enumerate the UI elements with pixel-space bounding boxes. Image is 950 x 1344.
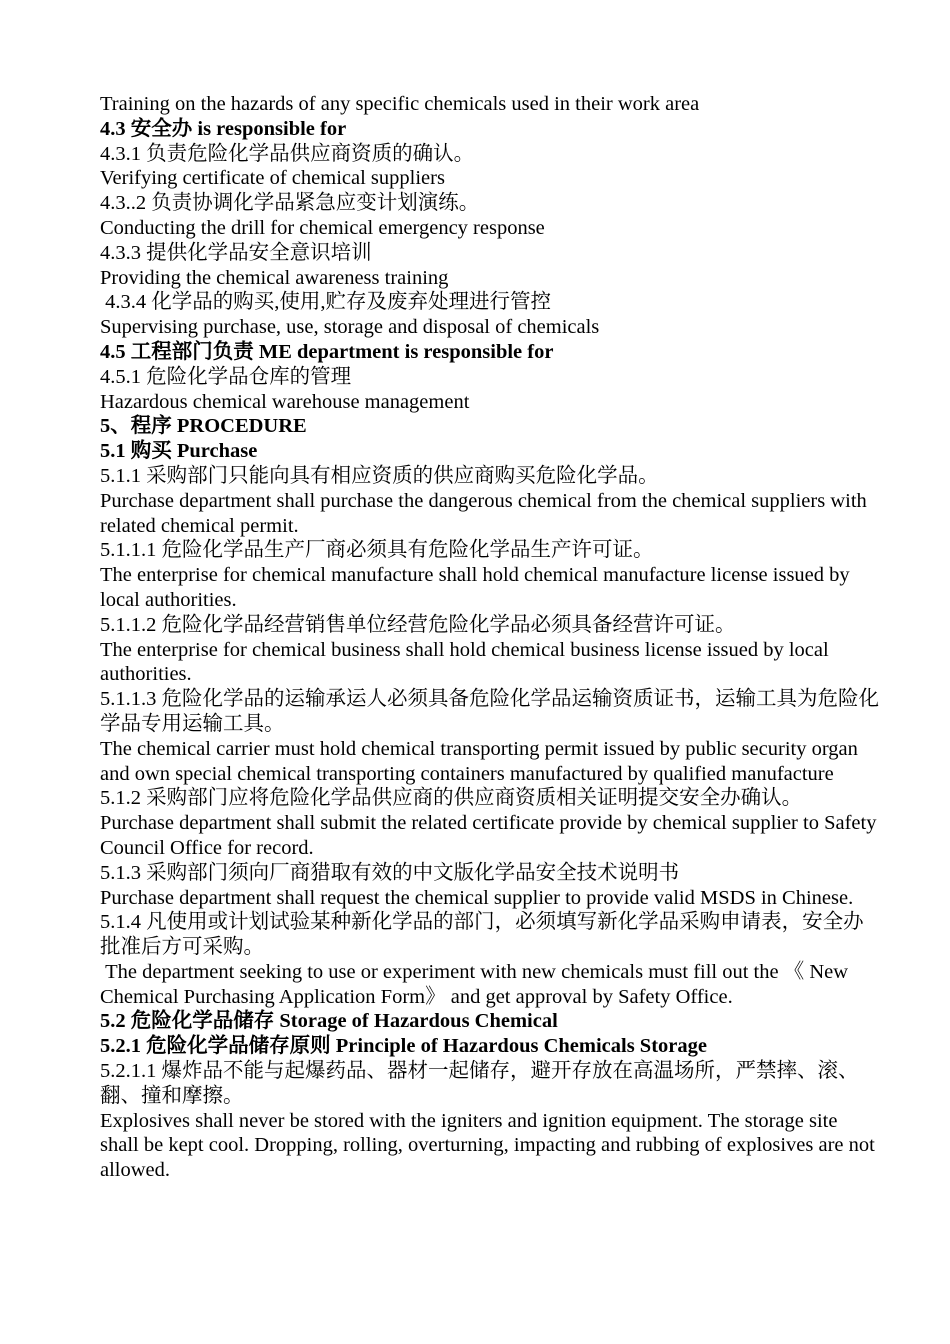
- text-line: 5.1.1 采购部门只能向具有相应资质的供应商购买危险化学品。: [100, 464, 659, 487]
- text-line: Supervising purchase, use, storage and disposal of chemicals: [100, 316, 600, 339]
- text-line: Hazardous chemical warehouse management: [100, 390, 470, 413]
- section-heading: 5.2.1 危险化学品储存原则 Principle of Hazardous Chemicals Storage: [100, 1035, 707, 1058]
- document-body: [100, 92, 880, 1183]
- text-line: 5.1.1.1 危险化学品生产厂商必须具有危险化学品生产许可证。: [100, 539, 654, 562]
- text-line: Providing the chemical awareness training: [100, 266, 449, 289]
- text-line: 4.5.1 危险化学品仓库的管理: [100, 365, 352, 388]
- section-heading: 5、程序 PROCEDURE: [100, 415, 307, 438]
- text-line: The chemical carrier must hold chemical transporting permit issued by public security organ and own special chemical transporting containers manufactured by qualified manufacture: [100, 737, 858, 785]
- text-line: Purchase department shall purchase the dangerous chemical from the chemical suppliers with related chemical permit.: [100, 489, 867, 537]
- text-line: Training on the hazards of any specific chemicals used in their work area: [100, 93, 700, 115]
- text-line: 5.1.1.2 危险化学品经营销售单位经营危险化学品必须具备经营许可证。: [100, 613, 736, 636]
- text-line: Explosives shall never be stored with the igniters and ignition equipment. The storage site shall be kept cool. Dropping, rolling, overturning, impacting and rubbing of explosives are not allowed.: [100, 1109, 875, 1182]
- text-line: Purchase department shall submit the related certificate provide by chemical supplier to Safety Council Office for record.: [100, 812, 877, 859]
- text-line: Purchase department shall request the chemical supplier to provide valid MSDS in Chinese.: [100, 886, 854, 909]
- text-line: Verifying certificate of chemical suppliers: [100, 167, 445, 190]
- section-heading: 5.1 购买 Purchase: [100, 440, 258, 463]
- section-heading: 4.3 安全办 is responsible for: [100, 117, 347, 140]
- text-line: 5.1.4 凡使用或计划试验某种新化学品的部门，必须填写新化学品采购申请表，安全办批准后方可采购。: [100, 911, 864, 959]
- text-line: 5.1.1.3 危险化学品的运输承运人必须具备危险化学品运输资质证书，运输工具为危险化学品专用运输工具。: [100, 688, 879, 735]
- text-line: 4.3.1 负责危险化学品供应商资质的确认。: [100, 142, 475, 165]
- text-line: The enterprise for chemical business shall hold chemical business license issued by local authorities.: [100, 638, 829, 686]
- text-line: The department seeking to use or experiment with new chemicals must fill out the 《 New Chemical Purchasing Application Form》 and get approval by Safety Office.: [100, 960, 854, 1008]
- text-line: Conducting the drill for chemical emergency response: [100, 216, 545, 239]
- text-line: 4.3..2 负责协调化学品紧急应变计划演练。: [100, 192, 480, 215]
- text-line: The enterprise for chemical manufacture shall hold chemical manufacture license issued by local authorities.: [100, 564, 850, 611]
- text-line: 5.1.3 采购部门须向厂商猎取有效的中文版化学品安全技术说明书: [100, 861, 680, 884]
- text-line: 4.3.3 提供化学品安全意识培训: [100, 241, 372, 264]
- section-heading: 5.2 危险化学品储存 Storage of Hazardous Chemical: [100, 1010, 558, 1033]
- section-heading: 4.5 工程部门负责 ME department is responsible for: [100, 340, 554, 363]
- text-line: 4.3.4 化学品的购买,使用,贮存及废弃处理进行管控: [100, 291, 551, 314]
- text-line: 5.2.1.1 爆炸品不能与起爆药品、器材一起储存，避开存放在高温场所，严禁摔、滚、翻、撞和摩擦。: [100, 1060, 859, 1107]
- text-line: 5.1.2 采购部门应将危险化学品供应商的供应商资质相关证明提交安全办确认。: [100, 787, 803, 810]
